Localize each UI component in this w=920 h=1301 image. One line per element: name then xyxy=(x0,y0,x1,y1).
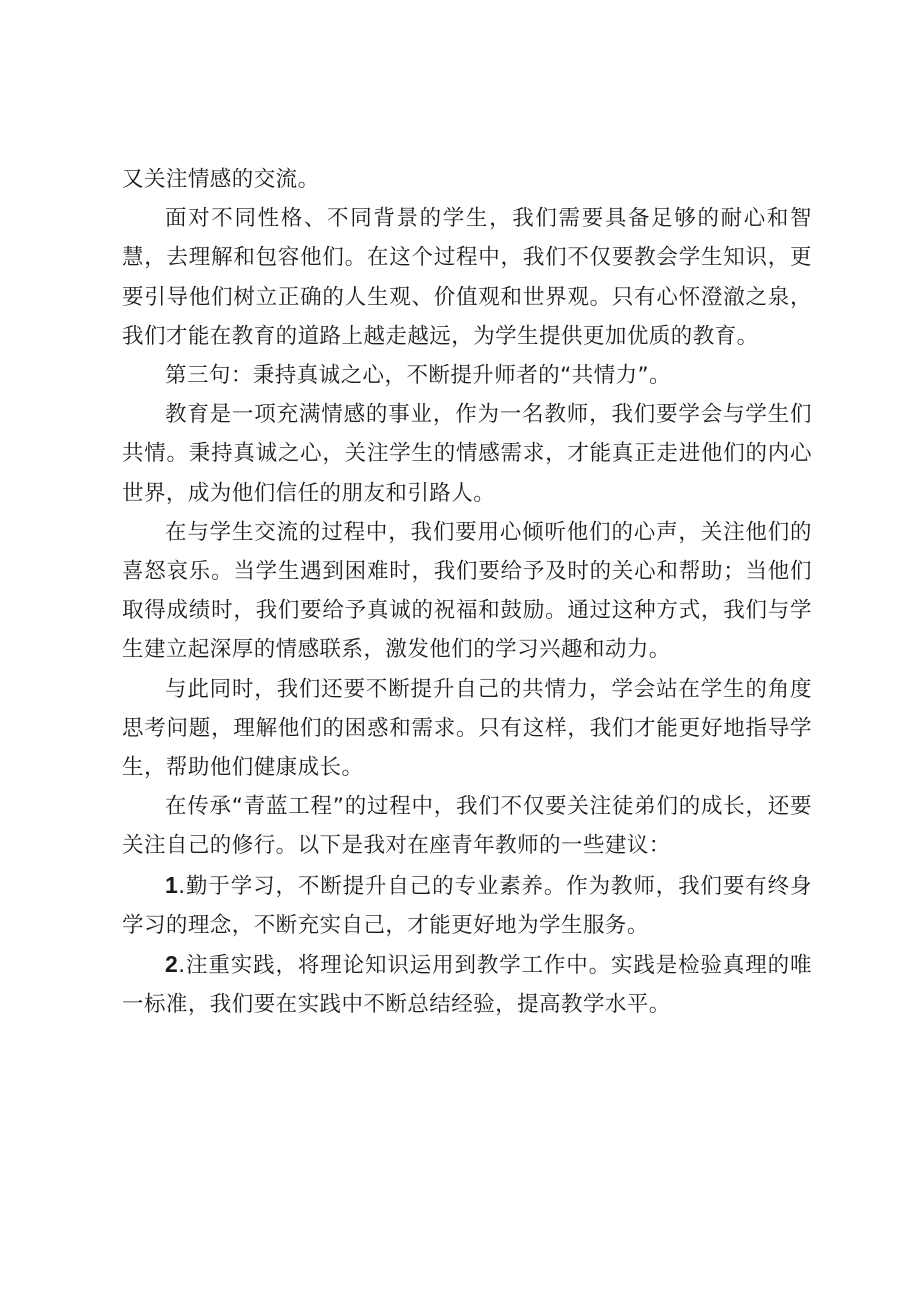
paragraph-communication: 在与学生交流的过程中，我们要用心倾听他们的心声，关注他们的喜怒哀乐。当学生遇到困难时，我们要给予及时的关心和帮助；当他们取得成绩时，我们要给予真诚的祝福和鼓励。通过这种方式，我们与学生建立起深厚的情感联系，激发他们的学习兴趣和动力。 xyxy=(122,519,812,663)
section-heading-third: 第三句：秉持真诚之心，不断提升师者的“共情力”。 xyxy=(165,363,672,389)
list-number: 1 xyxy=(165,871,179,898)
list-item-text: .勤于学习，不断提升自己的专业素养。作为教师，我们要有终身学习的理念，不断充实自己，才能更好地为学生服务。 xyxy=(122,873,812,938)
paragraph-empathy: 教育是一项充满情感的事业，作为一名教师，我们要学会与学生们共情。秉持真诚之心，关注学生的情感需求，才能真正走进他们的内心世界，成为他们信任的朋友和引路人。 xyxy=(122,402,812,506)
paragraph-patience: 面对不同性格、不同背景的学生，我们需要具备足够的耐心和智慧，去理解和包容他们。在这个过程中，我们不仅要教会学生知识，更要引导他们树立正确的人生观、价值观和世界观。只有心怀澄澈之泉，我们才能在教育的道路上越走越远，为学生提供更加优质的教育。 xyxy=(122,206,812,349)
document-body xyxy=(122,160,812,1024)
list-item-1 xyxy=(122,866,812,945)
list-item-2 xyxy=(122,945,812,1024)
paragraph-continuation: 又关注情感的交流。 xyxy=(122,167,320,192)
list-item-text: .注重实践，将理论知识运用到教学工作中。实践是检验真理的唯一标准，我们要在实践中不断总结经验，提高教学水平。 xyxy=(122,953,812,1018)
list-number: 2 xyxy=(165,951,179,978)
paragraph-improve-empathy: 与此同时，我们还要不断提升自己的共情力，学会站在学生的角度思考问题，理解他们的困惑和需求。只有这样，我们才能更好地指导学生，帮助他们健康成长。 xyxy=(122,676,812,781)
paragraph-qinglan-project: 在传承“青蓝工程”的过程中，我们不仅要关注徒弟们的成长，还要关注自己的修行。以下是我对在座青年教师的一些建议： xyxy=(122,794,812,859)
